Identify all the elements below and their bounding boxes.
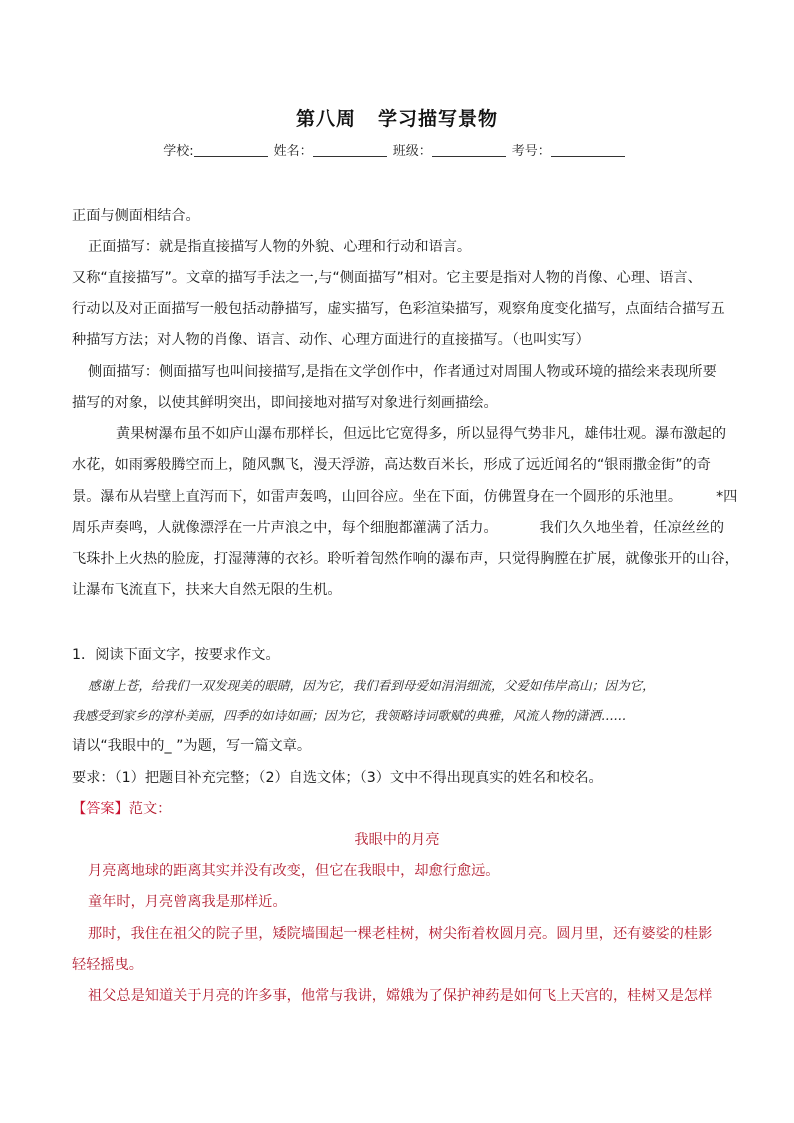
intro-side-description: 侧面描写：侧面描写也叫间接描写,是指在文学创作中，作者通过对周围人物或环境的描绘来表现所要 [88,364,717,380]
example-line: 水花，如雨雾般腾空而上，随风飘飞，漫天浮游，高达数百米长，形成了远近闻名的“银雨撒金街”的奇 [72,457,711,473]
essay-paragraph: 祖父总是知道关于月亮的许多事，他常与我讲，嫦娥为了保护神药是如何飞上天宫的，桂树又是怎样 [88,988,713,1004]
exam-no-label: 考号： [511,144,551,159]
handwritten-prompt-line: 感谢上苍，给我们一双发现美的眼睛，因为它，我们看到母爱如涓涓细流，父爱如伟岸高山；因为它， [88,678,655,693]
answer-tag: 【答案】 [72,801,129,817]
name-label: 姓名： [273,144,313,159]
intro-text-line: 行动以及对正面描写一般包括动静描写，虚实描写，色彩渲染描写，观察角度变化描写，点面结合描写五 [72,301,725,317]
intro-heading: 正面与侧面相结合。 [72,208,200,224]
example-line: 景。瀑布从岩壁上直泻而下，如雷声轰鸣，山回谷应。坐在下面，仿佛置身在一个圆形的乐池里。 *四 [72,489,738,505]
page-title [0,104,794,131]
school-blank [194,144,268,157]
name-blank [313,144,387,157]
essay-paragraph: 那时，我住在祖父的院子里，矮院墙围起一棵老桂树，树尖衔着枚圆月亮。圆月里，还有婆娑的桂影 [88,926,713,942]
example-line: 飞珠扑上火热的脸庞，打湿薄薄的衣衫。聆听着訇然作响的瀑布声，只觉得胸膛在扩展，就像张开的山谷， [72,551,739,567]
answer-label: 范文： [128,801,172,817]
answer-row [72,799,732,819]
student-info-row [0,140,794,159]
class-blank [432,144,506,157]
class-label: 班级： [392,144,432,159]
essay-paragraph: 轻轻摇曳。 [72,957,143,973]
school-label: 学校: [163,144,194,159]
essay-paragraph: 月亮离地球的距离其实并没有改变，但它在我眼中，却愈行愈远。 [88,863,500,879]
exam-no-blank [551,144,625,157]
essay-paragraph: 童年时，月亮曾离我是那样近。 [88,894,287,910]
example-line: 周乐声奏鸣，人就像漂浮在一片声浪之中，每个细胞都灌满了活力。 我们久久地坐着，任凉丝丝的 [72,520,725,536]
example-line: 让瀑布飞流直下，扶来大自然无限的生机。 [72,582,342,598]
essay-requirements: 要求：（1）把题目补充完整；（2）自选文体；（3）文中不得出现真实的姓名和校名。 [72,770,603,786]
intro-text-line: 又称“直接描写”。文章的描写手法之一,与“侧面描写”相对。它主要是指对人物的肖像、心理、语言、 [72,270,702,286]
example-line: 黄果树瀑布虽不如庐山瀑布那样长，但远比它宽得多，所以显得气势非凡，雄伟壮观。瀑布激起的 [116,426,727,442]
title-topic: 学习描写景物 [378,108,499,130]
intro-text-line: 种描写方法；对人物的肖像、语言、动作、心理方面进行的直接描写。（也叫实写） [72,332,590,348]
intro-text-line: 描写的对象，以使其鲜明突出，即间接地对描写对象进行刻画描绘。 [72,395,498,411]
handwritten-prompt-line: 我感受到家乡的淳朴美丽，四季的如诗如画；因为它，我领略诗词歌赋的典雅，风流人物的潇洒…… [72,708,627,723]
intro-front-description: 正面描写：就是指直接描写人物的外貌、心理和行动和语言。 [88,239,472,255]
essay-title: 我眼中的月亮 [354,832,440,848]
question-number: 1．阅读下面文字，按要求作文。 [72,647,280,663]
essay-prompt: 请以“我眼中的_ ”为题，写一篇文章。 [72,738,312,754]
title-week: 第八周 [295,108,356,130]
